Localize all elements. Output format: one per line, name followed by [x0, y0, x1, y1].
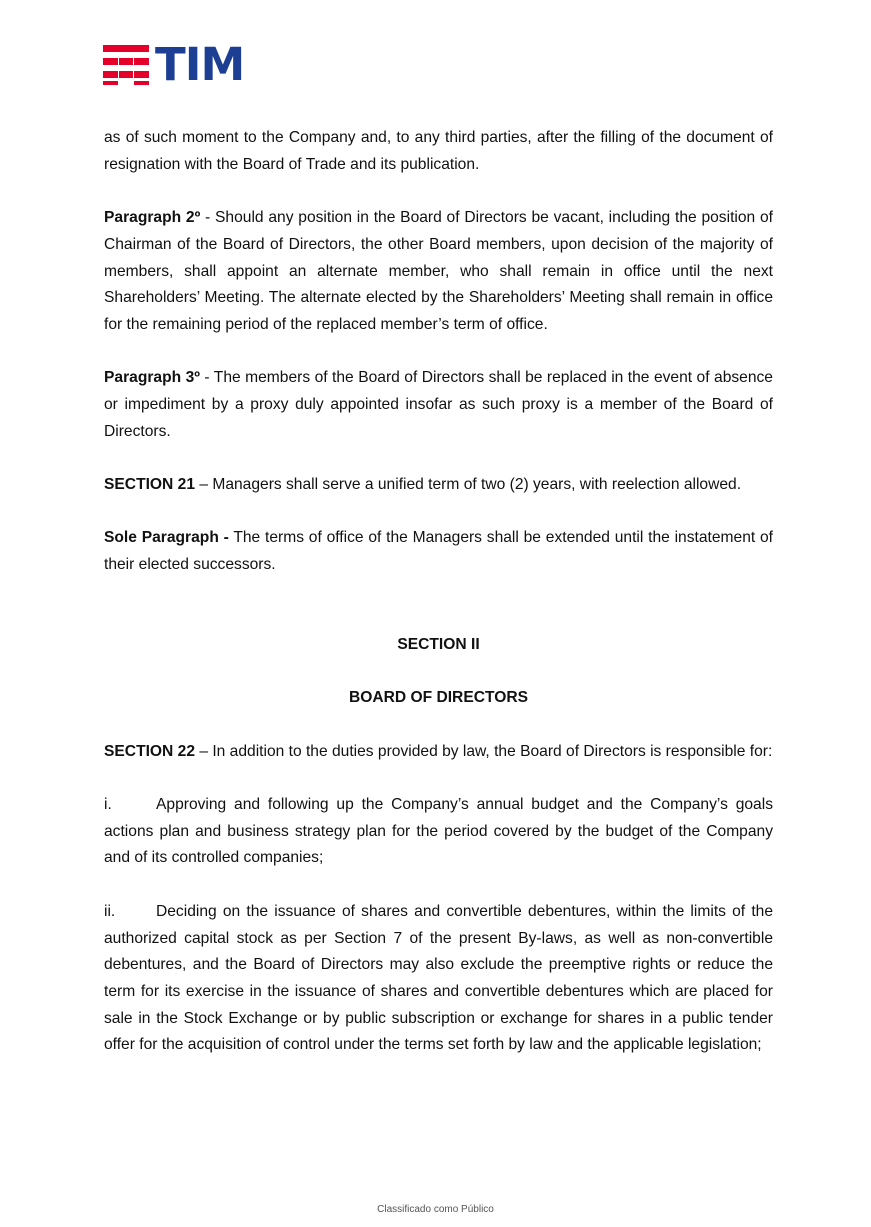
section-heading-title: BOARD OF DIRECTORS — [348, 689, 529, 707]
section-22-label: SECTION 22 — [104, 742, 195, 760]
document-body — [104, 125, 773, 1086]
section-21: SECTION 21 – Managers shall serve a unified term of two (2) years, with reelection allowed. — [104, 476, 742, 494]
logo-wordmark: TIM — [155, 38, 245, 91]
section-21-label: SECTION 21 — [104, 476, 195, 494]
tim-logo-mark-icon — [103, 45, 149, 85]
paragraph-continuation: as of such moment to the Company and, to any third parties, after the filling of the document of resignation with the Board of Trade and its publication. — [104, 129, 773, 173]
paragraph-3-label: Paragraph 3º — [104, 369, 200, 387]
section-heading-number: SECTION II — [397, 635, 480, 653]
paragraph-2-label: Paragraph 2º — [104, 209, 201, 227]
paragraph-3: Paragraph 3º - The members of the Board of Directors shall be replaced in the event of absence or impediment by a proxy duly appointed insofar as such proxy is a member of the Board of Directors. — [104, 369, 773, 440]
section-22: SECTION 22 – In addition to the duties provided by law, the Board of Directors is responsible for: — [104, 742, 773, 760]
tim-logo — [103, 38, 248, 91]
classification-footer: Classificado como Público — [377, 1204, 494, 1215]
list-item: i. Approving and following up the Company’s annual budget and the Company’s goals actions plan and business strategy plan for the period covered by the budget of the Company and of its controlled companies; — [104, 792, 773, 872]
list-item-number: i. — [104, 796, 112, 814]
list-item-number: ii. — [104, 902, 116, 920]
paragraph-2: Paragraph 2º - Should any position in the Board of Directors be vacant, including the position of Chairman of the Board of Directors, the other Board members, upon decision of the majority of members, shall appoint an alternate member, who shall remain in office until the next Shareholders’ Meeting. The alternate elected by the Shareholders’ Meeting shall remain in office for the remaining period of the replaced member’s term of office. — [104, 209, 773, 333]
section-heading — [104, 632, 773, 712]
sole-paragraph-label: Sole Paragraph - — [104, 529, 229, 547]
sole-paragraph: Sole Paragraph - The terms of office of the Managers shall be extended until the instatement of their elected successors. — [104, 529, 773, 574]
list-item: ii. Deciding on the issuance of shares and convertible debentures, within the limits of the authorized capital stock as per Section 7 of the present By-laws, as well as non-convertible debentures, and the Board of Directors may also exclude the preemptive rights or reduce the term for its exercise in the issuance of shares and convertible debentures which are placed for sale in the Stock Exchange or by public subscription or exchange for shares in a public tender offer for the acquisition of control under the terms set forth by law and the applicable legislation; — [104, 899, 773, 1059]
